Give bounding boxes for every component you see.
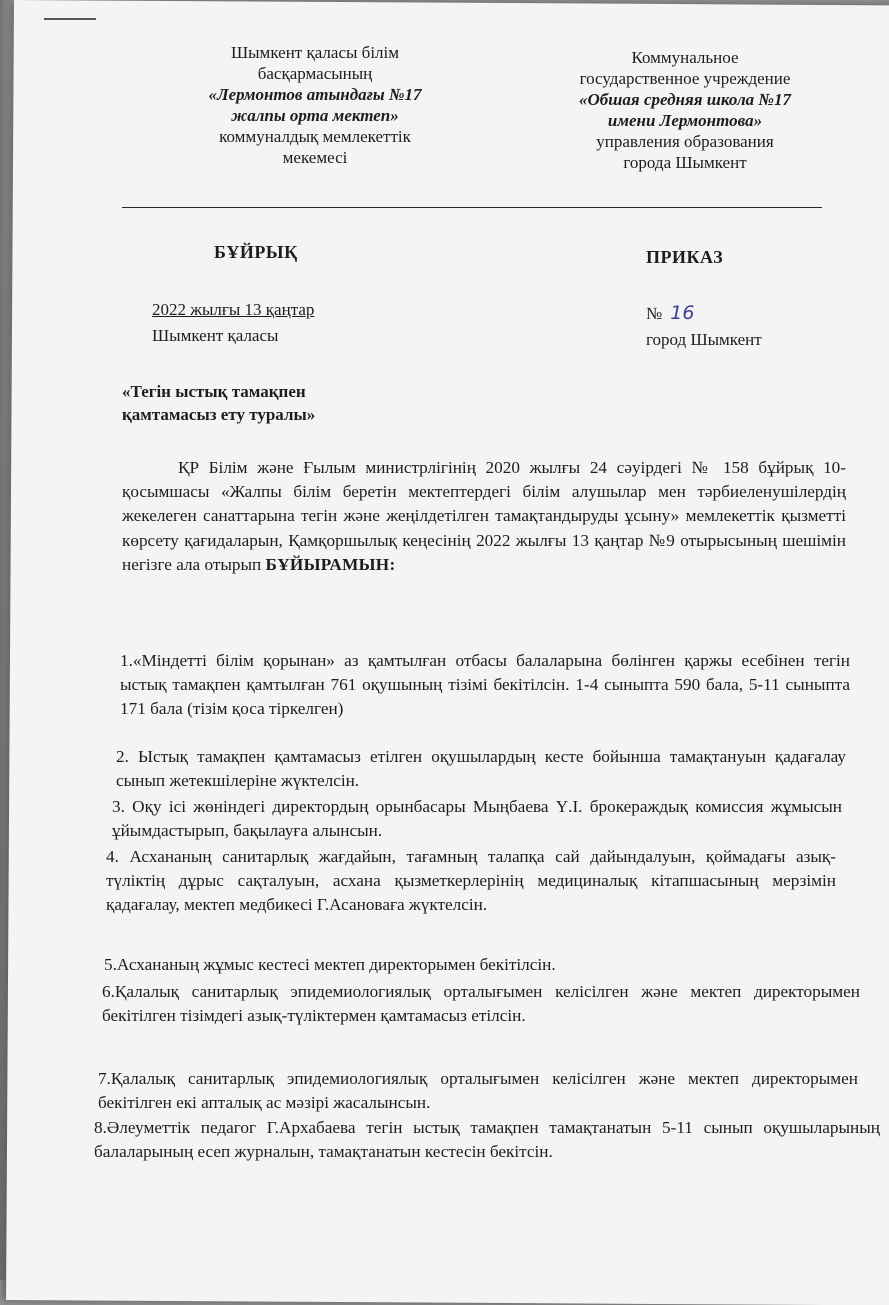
header-kazakh [170,42,460,168]
order-number-handwritten: 16 [670,302,695,324]
header-kz-line2: басқармасының [257,64,373,83]
order-item-4: 4. Асхананың санитарлық жағдайын, тағамның талапқа сай дайындалуын, қоймадағы азық-түліктің дұрыс сақталуын, асхана қызметкерлерінің медициналық кітапшасының мерзімін қадағалау, мектеп медбикесі Г.Асановаға жүктелсін. [106,847,836,915]
order-date: 2022 жылғы 13 қаңтар [152,300,315,319]
header-ru-line6: города Шымкент [623,153,747,172]
order-item-3: 3. Оқу ісі жөніндегі директордың орынбасары Мыңбаева Ү.І. брокераждық комиссия жұмысын ұйымдастырып, бақылауға алынсын. [112,797,842,841]
staple-mark [44,18,96,20]
header-russian [540,47,830,173]
subject-line1: «Тегін ыстық тамақпен [122,382,306,401]
order-meta-kz [152,297,314,349]
header-divider [122,207,822,208]
header-kz-line6: мекемесі [282,148,348,167]
order-item-6: 6.Қалалық санитарлық эпидемиологиялық орталығымен келісілген және мектеп директорымен бекітілген тізімдегі азық-түліктермен қамтамасыз етілсін. [102,982,860,1026]
order-meta-ru [646,300,762,353]
order-subject [122,380,315,426]
subject-line2: қамтамасыз ету туралы» [122,405,316,424]
header-ru-line2: государственное учреждение [579,69,791,88]
intro-text: ҚР Білім және Ғылым министрлігінің 2020 жылғы 24 сәуірдегі № 158 бұйрық 10-қосымшасы «Жалпы білім беретін мектептердегі білім алушылар мен тәрбиеленушілердің жекелеген санаттарына тегін және жеңілдетілген тамақтандыруды ұсыну» мемлекеттік қызметті көрсету қағидаларын, Қамқоршылық кеңесінің 2022 жылғы 13 қаңтар №9 отырысының шешімін негізге ала отырып [122,458,846,574]
header-ru-line5: управления образования [596,132,774,151]
order-number-label: № [646,304,663,323]
header-kz-school-type: жалпы орта мектеп» [231,106,399,125]
order-title-kz: БҰЙРЫҚ [214,242,298,262]
header-ru-school-name: «Обшая средняя школа №17 [579,90,791,109]
order-item-5: 5.Асхананың жұмыс кестесі мектеп директорымен бекітілсін. [104,955,556,974]
order-city-kz: Шымкент қаласы [152,326,279,345]
order-city-ru: город Шымкент [646,330,762,349]
order-item-7: 7.Қалалық санитарлық эпидемиологиялық орталығымен келісілген және мектеп директорымен бекітілген екі апталық ас мәзірі жасалынсын. [98,1069,858,1113]
order-item-2: 2. Ыстық тамақпен қамтамасыз етілген оқушылардың кесте бойынша тамақтануын қадағалау сынып жетекшілеріне жүктелсін. [116,747,846,791]
order-item-1: 1.«Міндетті білім қорынан» аз қамтылған отбасы балаларына бөлінген қаржы есебінен тегін ыстық тамақпен қамтылған 761 оқушының тізімі бекітілсін. 1-4 сыныпта 590 бала, 5-11 сыныпта 171 бала (тізім қоса тіркелген) [120,651,850,719]
intro-command: БҰЙЫРАМЫН: [265,554,396,574]
header-kz-line1: Шымкент қаласы білім [230,43,400,62]
header-ru-school-type: имени Лермонтова» [607,111,763,130]
order-item-8: 8.Әлеуметтік педагог Г.Архабаева тегін ыстық тамақпен тамақтанатын 5-11 сынып оқушыларының балаларының есеп журналын, тамақтанатын кестесін бекітсін. [94,1118,880,1162]
header-kz-school-name: «Лермонтов атындағы №17 [208,85,422,104]
order-number-row [646,300,762,327]
header-kz-line5: коммуналдық мемлекеттік [219,127,411,146]
order-title-ru: ПРИКАЗ [646,247,724,267]
intro-paragraph [122,456,846,577]
header-ru-line1: Коммунальное [631,48,739,67]
